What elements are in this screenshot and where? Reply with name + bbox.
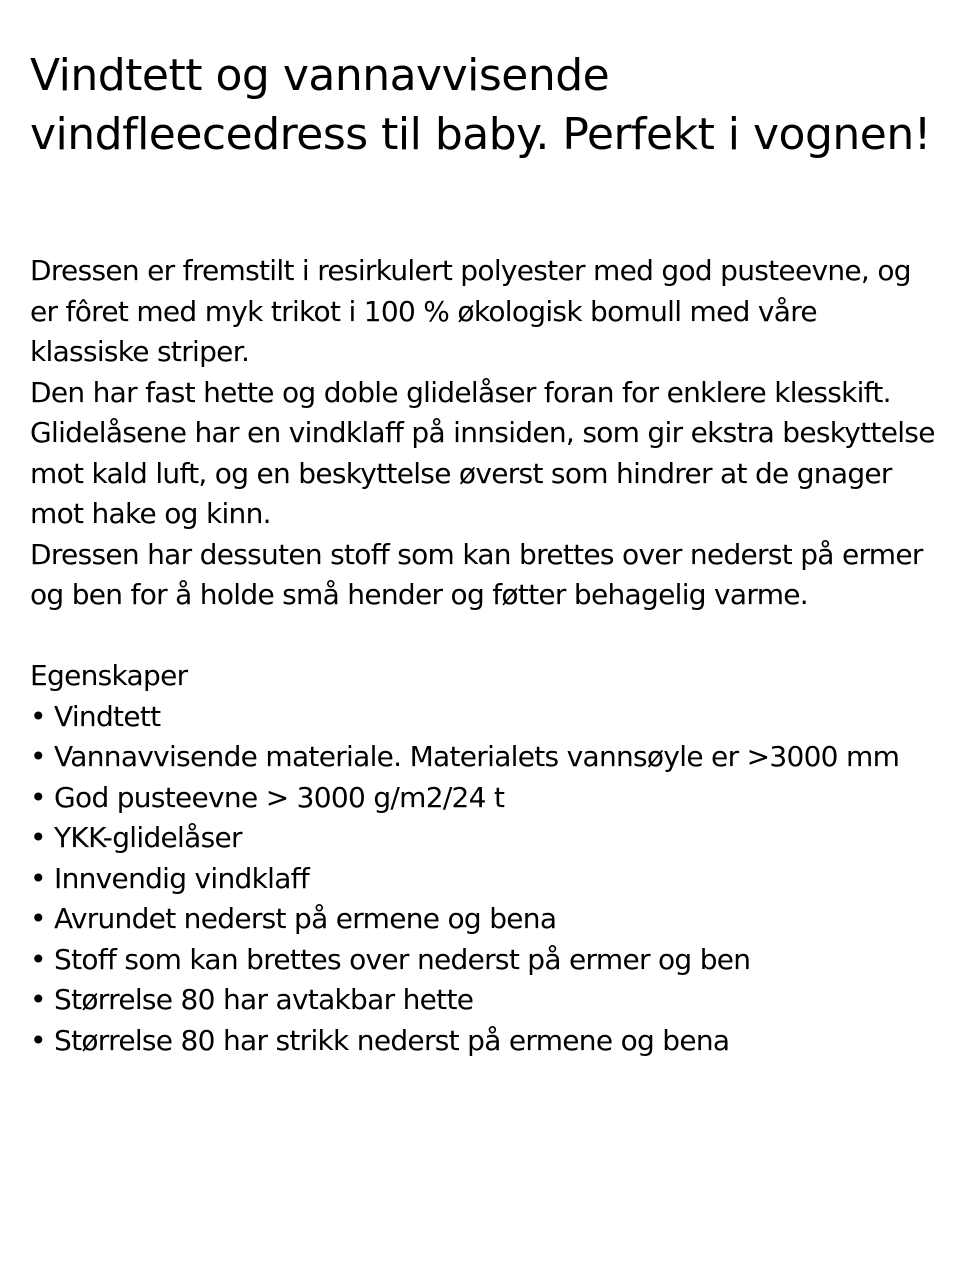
feature-item-rounded-ends: • Avrundet nederst på ermene og bena (30, 902, 557, 935)
feature-item-windproof: • Vindtett (30, 699, 161, 733)
product-description-page (30, 46, 935, 1061)
features-list (30, 697, 935, 1062)
product-title: Vindtett og vannavvisende vindfleecedress til baby. Perfekt i vognen! (30, 50, 931, 160)
description-paragraph-zipper: Glidelåsene har en vindklaff på innsiden, som gir ekstra beskyttelse mot kald luft, og en beskyttelse øverst som hindrer at de gnager mot hake og kinn. (30, 416, 935, 530)
feature-item-removable-hood: • Størrelse 80 har avtakbar hette (30, 983, 474, 1016)
feature-item-fold-over-fabric: • Stoff som kan brettes over nederst på ermer og ben (30, 942, 751, 976)
feature-item-elastic-cuffs: • Størrelse 80 har strikk nederst på ermene og bena (30, 1023, 730, 1057)
feature-item-water-repellent: • Vannavvisende materiale. Materialets vannsøyle er >3000 mm (30, 740, 900, 773)
description-body (30, 251, 935, 1061)
description-paragraph-material: Dressen er fremstilt i resirkulert polyester med god pusteevne, og er fôret med myk trikot i 100 % økologisk bomull med våre klassiske striper. (30, 254, 911, 368)
feature-item-ykk-zippers: • YKK-glidelåser (30, 821, 242, 854)
features-heading: Egenskaper (30, 659, 188, 692)
section-spacer (30, 616, 935, 657)
feature-item-wind-flap: • Innvendig vindklaff (30, 861, 309, 895)
description-paragraph-hood: Den har fast hette og doble glidelåser foran for enklere klesskift. (30, 375, 891, 409)
feature-item-breathability: • God pusteevne > 3000 g/m2/24 t (30, 780, 505, 814)
description-paragraph-cuffs: Dressen har dessuten stoff som kan brettes over nederst på ermer og ben for å holde små hender og føtter behagelig varme. (30, 537, 923, 611)
